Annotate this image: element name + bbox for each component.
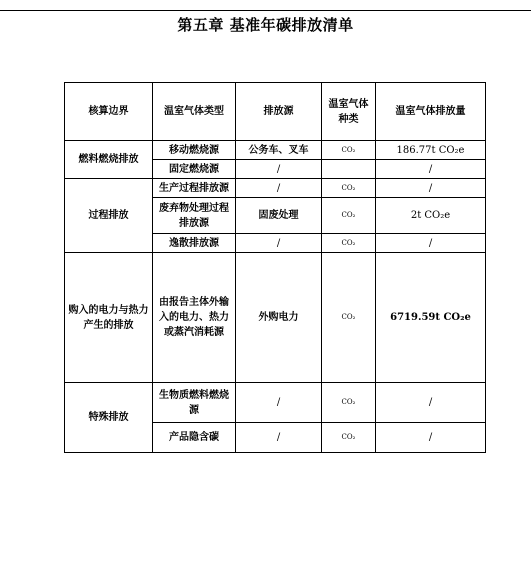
table-row bbox=[65, 383, 486, 423]
header-amount: 温室气体排放量 bbox=[376, 83, 486, 141]
table-header-row bbox=[65, 83, 486, 141]
gas-waste: CO₂ bbox=[322, 198, 376, 234]
amount-production: / bbox=[376, 179, 486, 198]
gas-purchased: CO₂ bbox=[322, 253, 376, 383]
amount-biomass: / bbox=[376, 383, 486, 423]
source-fixed: / bbox=[236, 160, 322, 179]
gas-product: CO₂ bbox=[322, 423, 376, 453]
type-purchased: 由报告主体外输入的电力、热力或蒸汽消耗源 bbox=[153, 253, 236, 383]
gas-mobile: CO₂ bbox=[322, 141, 376, 160]
amount-fugitive: / bbox=[376, 234, 486, 253]
source-biomass: / bbox=[236, 383, 322, 423]
type-product: 产品隐含碳 bbox=[153, 423, 236, 453]
type-fixed: 固定燃烧源 bbox=[153, 160, 236, 179]
header-gas-kind: 温室气体种类 bbox=[322, 83, 376, 141]
source-production: / bbox=[236, 179, 322, 198]
table-row bbox=[65, 179, 486, 198]
boundary-special: 特殊排放 bbox=[65, 383, 153, 453]
gas-fixed bbox=[322, 160, 376, 179]
boundary-process: 过程排放 bbox=[65, 179, 153, 253]
type-production: 生产过程排放源 bbox=[153, 179, 236, 198]
type-mobile: 移动燃烧源 bbox=[153, 141, 236, 160]
boundary-purchased: 购入的电力与热力产生的排放 bbox=[65, 253, 153, 383]
source-purchased: 外购电力 bbox=[236, 253, 322, 383]
amount-waste: 2t CO₂e bbox=[376, 198, 486, 234]
amount-purchased: 6719.59t CO₂e bbox=[376, 253, 486, 383]
emissions-inventory-table bbox=[64, 82, 486, 453]
type-biomass: 生物质燃料燃烧源 bbox=[153, 383, 236, 423]
source-product: / bbox=[236, 423, 322, 453]
table-row bbox=[65, 141, 486, 160]
gas-biomass: CO₂ bbox=[322, 383, 376, 423]
source-fugitive: / bbox=[236, 234, 322, 253]
header-gas-type: 温室气体类型 bbox=[153, 83, 236, 141]
type-waste: 废弃物处理过程排放源 bbox=[153, 198, 236, 234]
boundary-fuel: 燃料燃烧排放 bbox=[65, 141, 153, 179]
table-row bbox=[65, 253, 486, 383]
amount-fixed: / bbox=[376, 160, 486, 179]
amount-product: / bbox=[376, 423, 486, 453]
chapter-title: 第五章 基准年碳排放清单 bbox=[177, 16, 354, 34]
type-fugitive: 逸散排放源 bbox=[153, 234, 236, 253]
gas-production: CO₂ bbox=[322, 179, 376, 198]
source-mobile: 公务车、叉车 bbox=[236, 141, 322, 160]
amount-mobile: 186.77t CO₂e bbox=[376, 141, 486, 160]
header-boundary: 核算边界 bbox=[65, 83, 153, 141]
source-waste: 固废处理 bbox=[236, 198, 322, 234]
header-source: 排放源 bbox=[236, 83, 322, 141]
header-rule bbox=[0, 10, 531, 11]
gas-fugitive: CO₂ bbox=[322, 234, 376, 253]
